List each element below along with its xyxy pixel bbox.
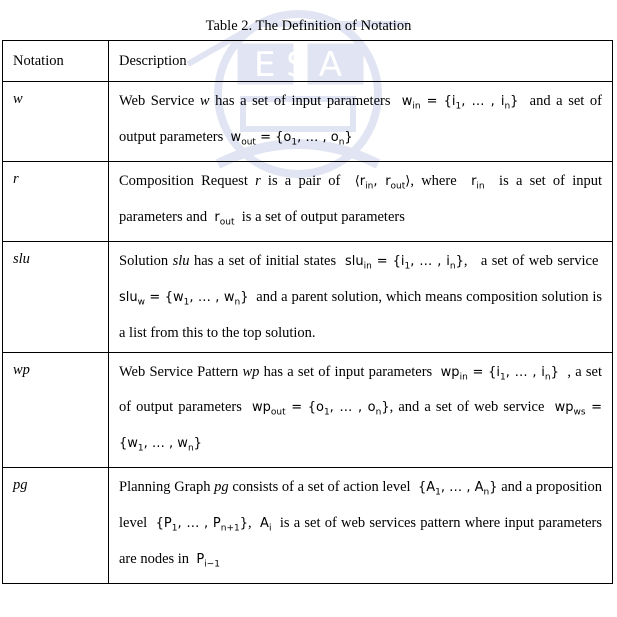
notation-cell: r — [3, 162, 109, 242]
notation-table — [2, 40, 613, 584]
notation-cell: slu — [3, 242, 109, 352]
description-cell: Composition Request r is a pair of $⟨r_{in}$, $r_{out}⟩$, where $r_{in}$ is a set of input parameters and $r_{out}$ is a set of output parameters — [109, 162, 613, 242]
notation-cell: pg — [3, 468, 109, 584]
table-caption: Table 2. The Definition of Notation — [205, 18, 412, 34]
table-row — [3, 82, 613, 162]
header-notation: Notation — [3, 41, 109, 82]
notation-cell: wp — [3, 352, 109, 468]
svg-text:E S A: E S A — [254, 45, 342, 85]
header-description: Description — [109, 41, 613, 82]
table-row — [3, 242, 613, 352]
description-cell: Web Service Pattern wp has a set of input parameters $wp_{in} = \{i_1$, … , $i_n$} , a set of output parameters $wp_{out} = \{o_1$, … , $o_n$}, and a set of web service $wp_{ws} = \{w_1$, … , $w_n$} — [109, 352, 613, 468]
table-row — [3, 162, 613, 242]
table-row — [3, 352, 613, 468]
notation-cell: w — [3, 82, 109, 162]
description-cell: Solution slu has a set of initial states $slu_{in} = \{i_1$, … , $i_n$}, a set of web service $slu_w = \{w_1$, … , $w_n$} and a parent solution, which means composition solution is a list from this to the top solution. — [109, 242, 613, 352]
table-row — [3, 468, 613, 584]
description-cell: Planning Graph pg consists of a set of action level {$A_1$, … , $A_n$} and a proposition level {$P_1$, … , $P_{n+1}$}, $A_i$ is a set of web services pattern where input parameters are nodes in $P_{i-1}$ — [109, 468, 613, 584]
table-header-row — [3, 41, 613, 82]
description-cell: Web Service w has a set of input parameters $w_{in} = \{i_1$, … , $i_n$} and a set of output parameters $w_{out} = \{o_1$, … , $o_n$} — [109, 82, 613, 162]
